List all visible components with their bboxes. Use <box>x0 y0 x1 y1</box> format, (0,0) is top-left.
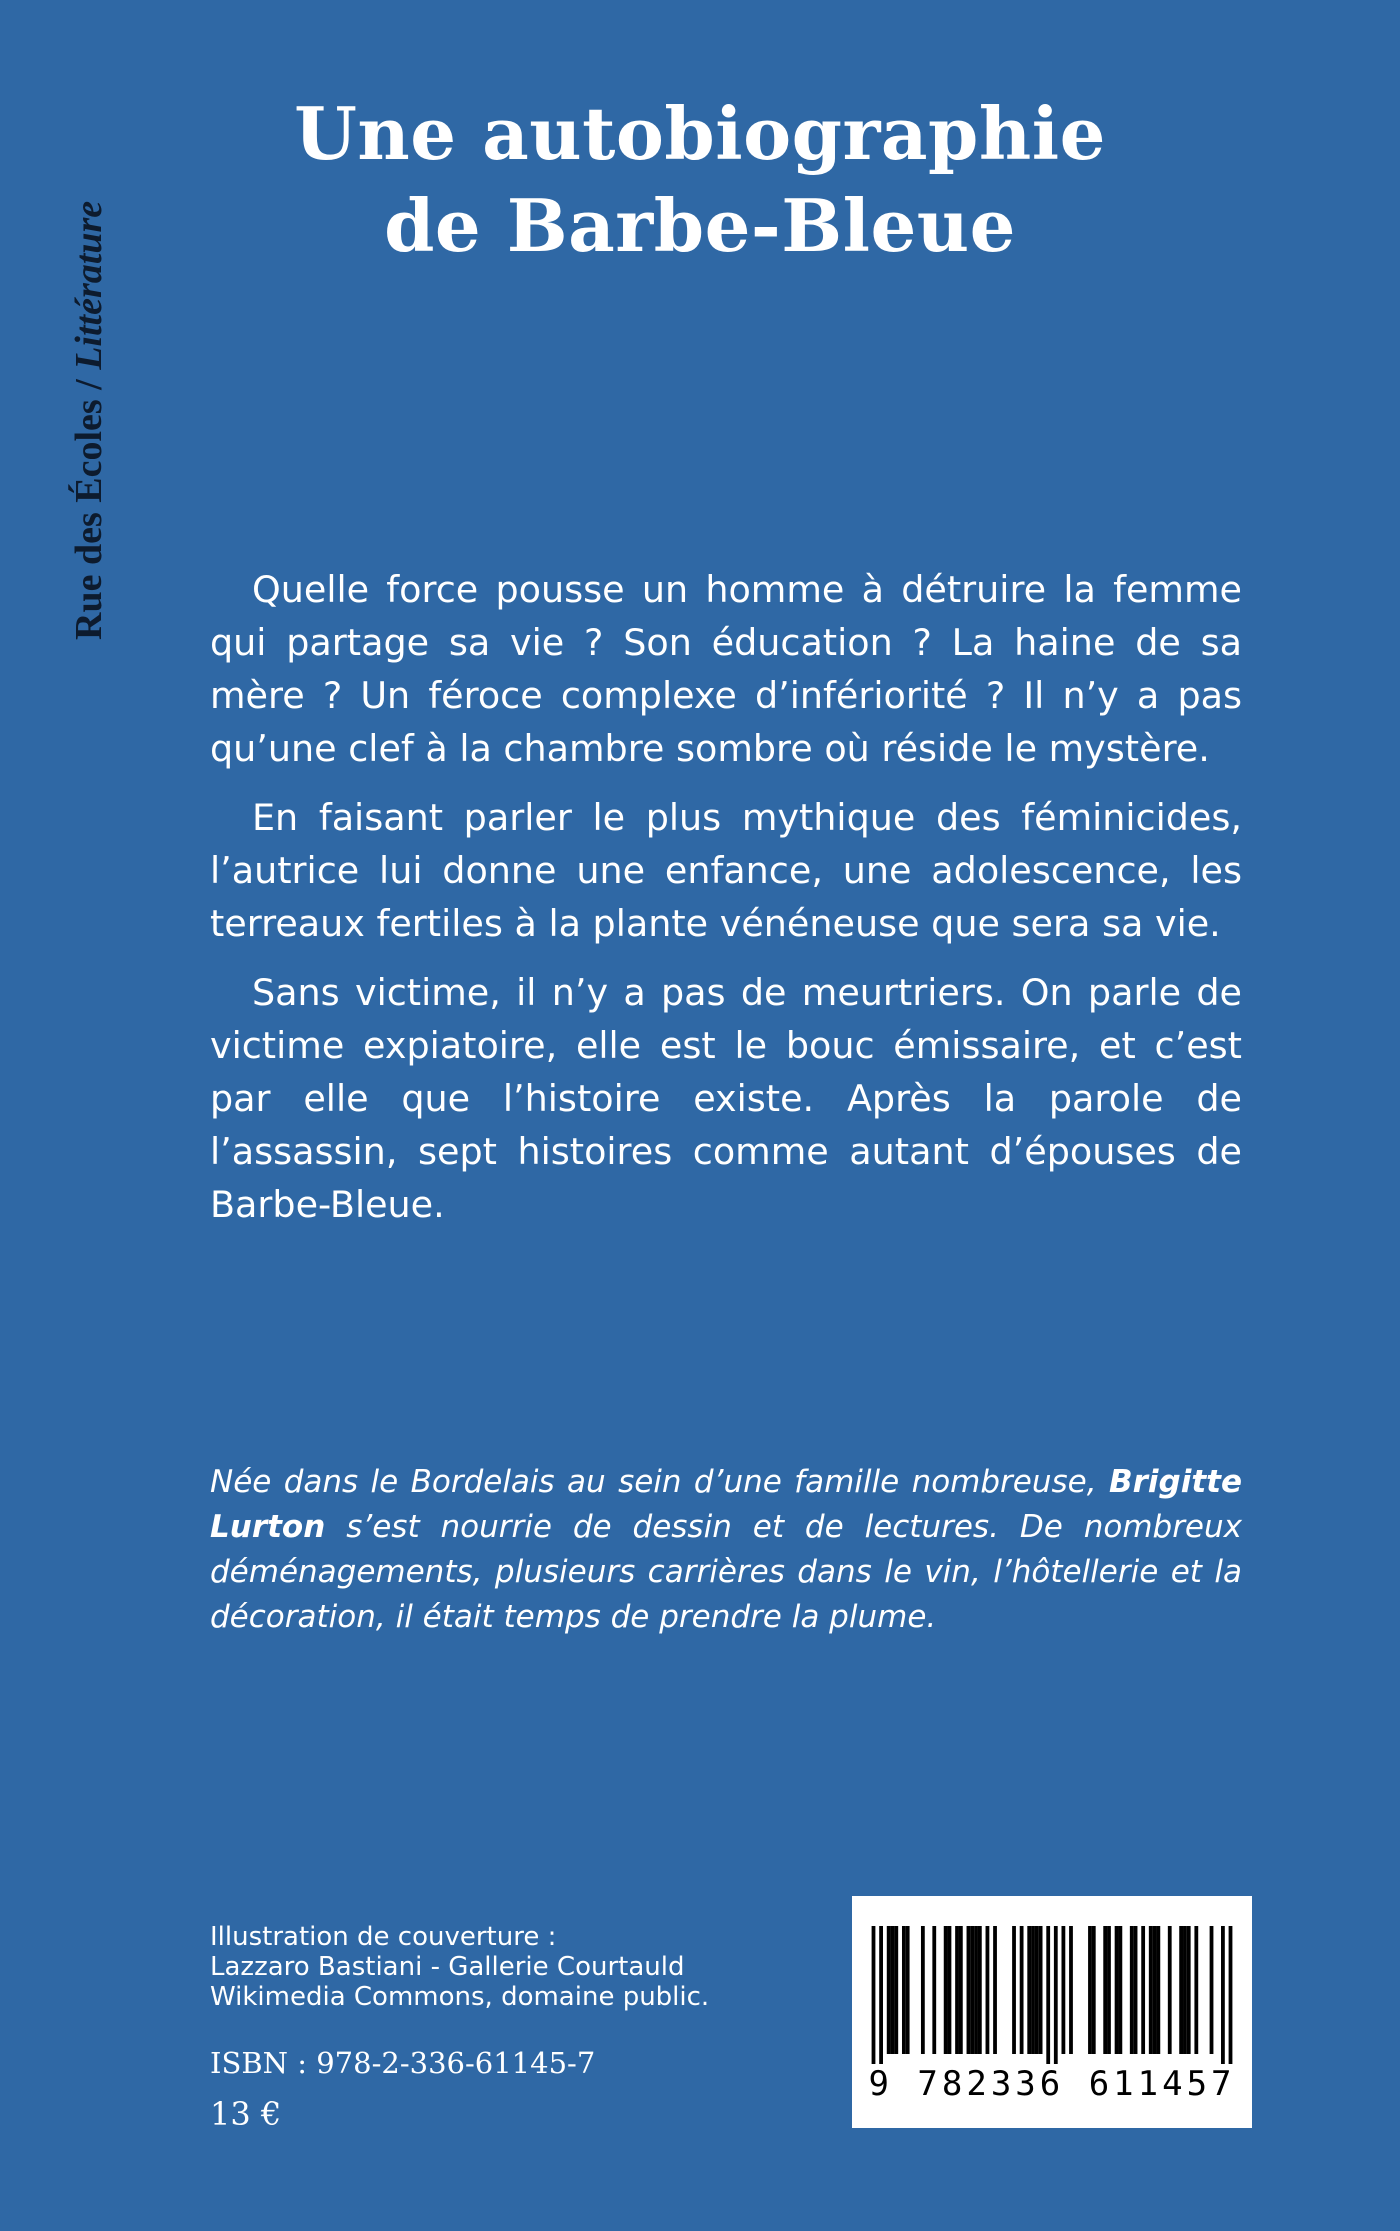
barcode-bar <box>1187 1926 1191 2054</box>
barcode <box>852 1896 1252 2128</box>
barcode-bar <box>879 1926 883 2064</box>
barcode-bar <box>948 1926 952 2054</box>
barcode-bar <box>978 1926 982 2054</box>
spine-separator: / <box>68 379 110 390</box>
barcode-number: 9 782336 611457 <box>868 2064 1236 2104</box>
barcode-bar <box>1069 1926 1073 2054</box>
barcode-bar <box>894 1926 898 2054</box>
barcode-bar <box>1118 1926 1122 2054</box>
price: 13 € <box>210 2095 282 2133</box>
barcode-bar <box>986 1926 990 2054</box>
barcode-bar <box>1054 1926 1058 2064</box>
barcode-bar <box>1035 1926 1039 2054</box>
barcode-bar <box>1115 1926 1119 2054</box>
barcode-bar <box>1134 1926 1138 2054</box>
genre-name: Littérature <box>68 200 110 370</box>
barcode-bar <box>1229 1926 1233 2064</box>
book-title <box>200 88 1200 272</box>
barcode-bar <box>891 1926 895 2054</box>
barcode-bar <box>1103 1926 1107 2054</box>
barcode-bar <box>932 1926 936 2054</box>
collection-name: Rue des Écoles <box>68 399 110 640</box>
barcode-bar <box>1046 1926 1050 2064</box>
barcode-bar <box>1027 1926 1031 2054</box>
barcode-bar <box>1210 1926 1214 2054</box>
credits-line-3: Wikimedia Commons, domaine public. <box>210 1982 710 2012</box>
barcode-bar <box>1179 1926 1183 2054</box>
barcode-bar <box>1156 1926 1160 2054</box>
barcode-bar <box>1141 1926 1145 2054</box>
book-title-line-2: de Barbe-Bleue <box>384 183 1016 268</box>
author-bio <box>210 1460 1242 1640</box>
credits-line-2: Lazzaro Bastiani - Gallerie Courtauld <box>210 1952 685 1982</box>
barcode-bar <box>1088 1926 1092 2054</box>
barcode-bar <box>1107 1926 1111 2054</box>
book-title-line-1: Une autobiographie <box>294 91 1106 176</box>
barcode-bar <box>902 1926 906 2054</box>
summary-paragraph: Sans victime, il n’y a pas de meurtriers. On parle de victime expiatoire, elle est le bouc émissaire, et c’est par elle que l’histoire existe. Après la parole de l’assassin, sept histoires comme autant d’épouses de Barbe-Bleue. <box>210 971 1242 1226</box>
barcode-bar <box>1149 1926 1153 2054</box>
isbn: ISBN : 978-2-336-61145-7 <box>210 2046 596 2080</box>
spine-collection-label <box>70 201 108 640</box>
barcode-bar <box>906 1926 910 2054</box>
author-bio-text: s’est nourrie de dessin et de lectures. De nombreux déménagements, plusieurs carrières dans le vin, l’hôtellerie et la décoration, il était temps de prendre la plume. <box>210 1509 1242 1635</box>
summary-paragraph: Quelle force pousse un homme à détruire la femme qui partage sa vie ? Son éducation ? La haine de sa mère ? Un féroce complexe d’infériorité ? Il n’y a pas qu’une clef à la chambre sombre où réside le mystère. <box>210 568 1242 770</box>
barcode-bar <box>1130 1926 1134 2054</box>
barcode-bar <box>1168 1926 1172 2054</box>
summary <box>210 563 1242 1247</box>
barcode-bar <box>959 1926 963 2054</box>
barcode-bars <box>864 1926 1240 2064</box>
barcode-bar <box>974 1926 978 2054</box>
barcode-bar <box>1039 1926 1043 2054</box>
barcode-bar <box>1183 1926 1187 2054</box>
barcode-bar <box>1092 1926 1096 2054</box>
barcode-bar <box>1194 1926 1198 2054</box>
author-name: Brigitte Lurton <box>210 1464 1242 1545</box>
barcode-bar <box>944 1926 948 2054</box>
barcode-bar <box>993 1926 997 2054</box>
barcode-bar <box>1031 1926 1035 2054</box>
barcode-bar <box>872 1926 876 2064</box>
barcode-bar <box>967 1926 971 2054</box>
barcode-bar <box>1153 1926 1157 2054</box>
summary-paragraph: En faisant parler le plus mythique des féminicides, l’autrice lui donne une enfance, une adolescence, les terreaux fertiles à la plante vénéneuse que sera sa vie. <box>210 796 1242 945</box>
credits-line-1: Illustration de couverture : <box>210 1922 557 1952</box>
barcode-bar <box>1020 1926 1024 2054</box>
barcode-bar <box>970 1926 974 2054</box>
barcode-bar <box>955 1926 959 2054</box>
barcode-bar <box>1061 1926 1065 2054</box>
barcode-bar <box>1221 1926 1225 2064</box>
barcode-bar <box>887 1926 891 2054</box>
barcode-bar <box>1012 1926 1016 2054</box>
author-bio-intro: Née dans le Bordelais au sein d’une famille nombreuse, <box>210 1464 1109 1500</box>
barcode-bar <box>921 1926 925 2054</box>
illustration-credits <box>210 1922 810 2012</box>
